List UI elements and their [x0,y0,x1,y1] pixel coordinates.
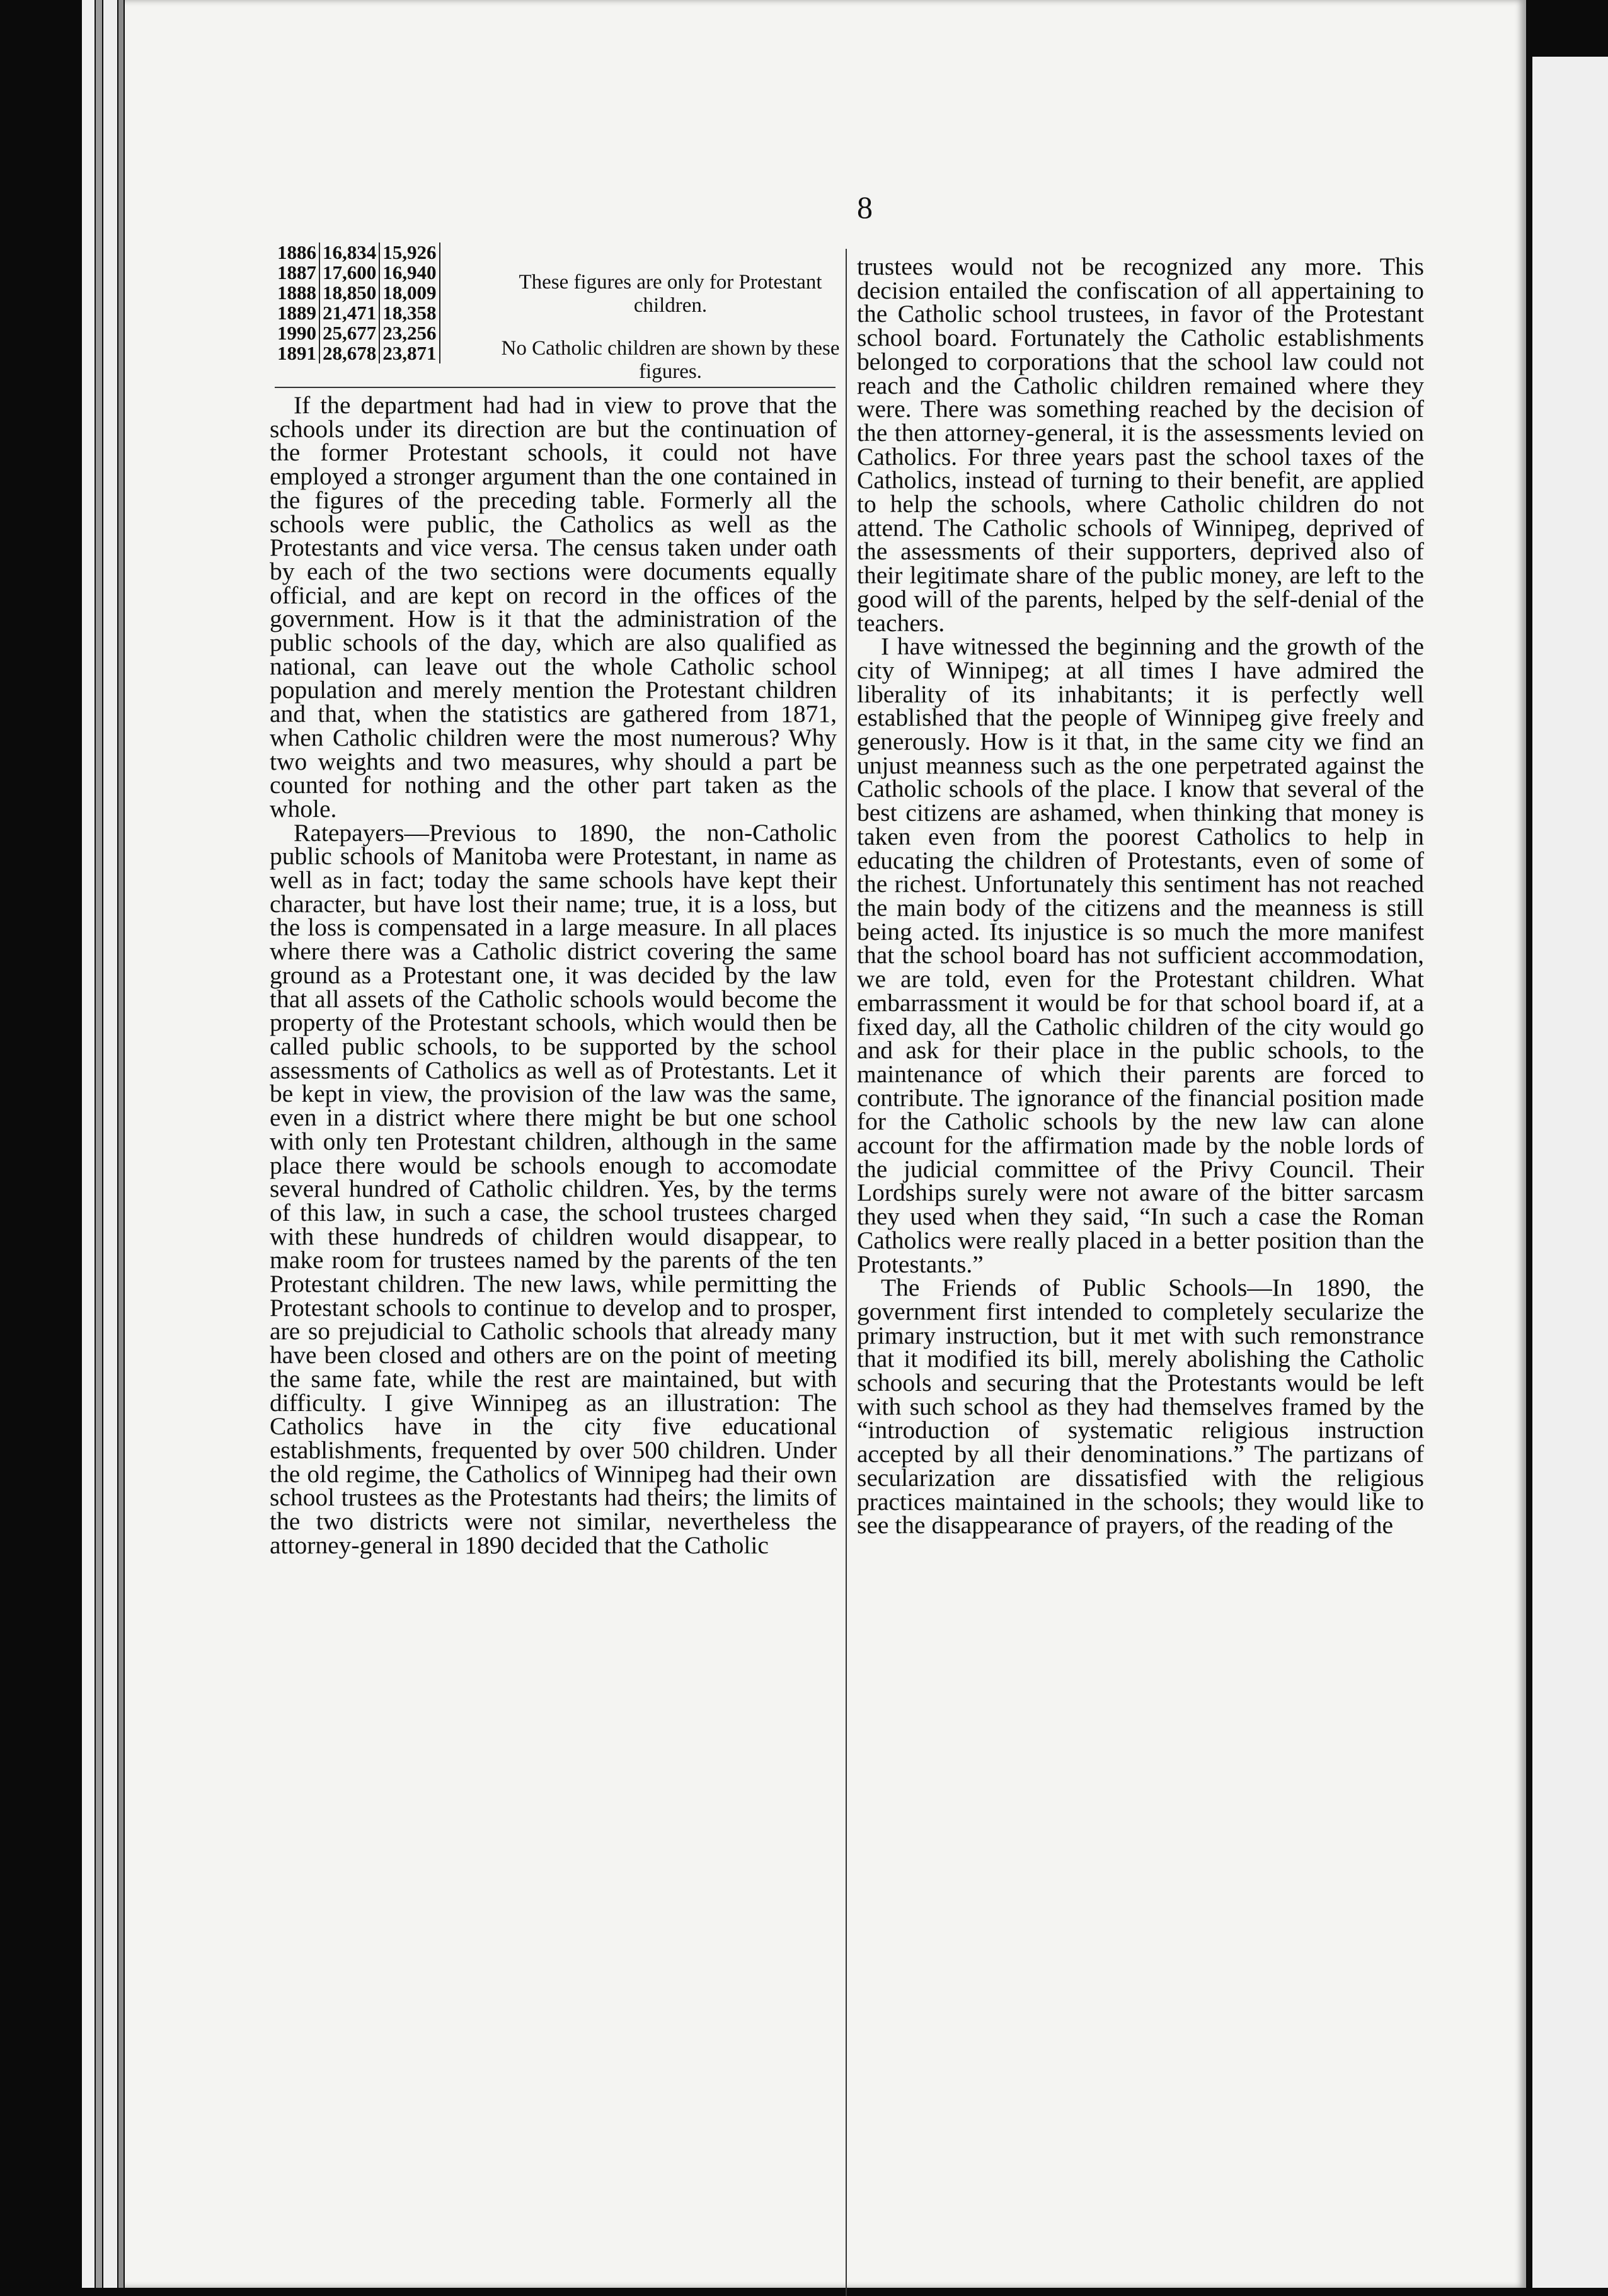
page-stack-edge [103,0,117,2288]
enrollment-table [275,243,440,363]
page-stack-edge [82,0,95,2288]
table-row [275,343,440,363]
facing-page-edge [1532,57,1608,2288]
value-cell: 18,358 [379,303,439,323]
year-cell: 1889 [275,303,319,323]
table-row [275,283,440,303]
paragraph: The Friends of Public Schools—In 1890, the government first intended to completely secularize the primary instruction, but it met with such remonstrance that it modified its bill, merely abolishing the Catholic schools and securing that the Protestants would be left with such school as they had themselves framed by the “introduction of systematic religious instruction accepted by all their denominations.” The partizans of secularization are dissatisfied with the religious practices maintained in the schools; they would like to see the disappearance of prayers, of the reading of the [857,1274,1424,1539]
value-cell: 16,834 [319,243,379,263]
table-row [275,323,440,343]
table-row [275,303,440,323]
value-cell: 21,471 [319,303,379,323]
value-cell: 28,678 [319,343,379,363]
left-column [270,391,837,1559]
year-cell: 1887 [275,263,319,283]
year-cell: 1886 [275,243,319,263]
table-row [275,263,440,283]
page-stack-edge [118,0,123,2288]
table-note: These figures are only for Protestant children. [519,271,822,317]
value-cell: 25,677 [319,323,379,343]
statistics-table [275,243,842,384]
page-stack-edge [96,0,102,2288]
paragraph: Ratepayers—Previous to 1890, the non-Catholic public schools of Manitoba were Protestant, in name as well as in fact; today the same schools have kept their character, but have lost their name; true, it is a loss, but the loss is compensated in a large measure. In all places where there was a Catholic district covering the same ground as a Protestant one, it was decided by the law that all assets of the Catholic schools would become the property of the Protestant schools, which would then be called public schools, to be supported by the school assessments of Catholics as well as of Protestants. Let it be kept in view, the provision of the law was the same, even in a district where there might be but one school with only ten Protestant children, although in the same place there would be schools enough to accomodate several hundred of Catholic children. Yes, by the terms of this law, in such a case, the school trustees charged with these hundreds of children would disappear, to make room for trustees named by the parents of the ten Protestant children. The new laws, while permitting the Protestant schools to continue to develop and to prosper, are so prejudicial to Catholic schools that already many have been closed and others are on the point of meeting the same fate, while the rest are maintained, but with difficulty. I give Winnipeg as an illustration: The Catholics have in the city five educational establishments, frequented by over 500 children. Under the old regime, the Catholics of Winnipeg had their own school trustees as the Protestants had theirs; the limits of the two districts were not similar, nevertheless the attorney-general in 1890 decided that the Catholic [270,818,837,1559]
column-divider [846,249,847,2296]
right-column [857,255,1424,1538]
value-cell: 16,940 [379,263,439,283]
table-note: No Catholic children are shown by these figures. [501,337,840,383]
value-cell: 18,009 [379,283,439,303]
value-cell: 23,256 [379,323,439,343]
year-cell: 1891 [275,343,319,363]
year-cell: 1888 [275,283,319,303]
value-cell: 18,850 [319,283,379,303]
table-row [275,243,440,263]
value-cell: 23,871 [379,343,439,363]
paragraph: If the department had had in view to prove that the schools under its direction are but the continuation of the former Protestant schools, it could not have employed a stronger argument than the one contained in the figures of the preceding table. Formerly all the schools were public, the Catholics as well as the Protestants and vice versa. The census taken under oath by each of the two sections were documents equally official, and are kept on record in the offices of the government. How is it that the administration of the public schools of the day, which are also qualified as national, can leave out the whole Catholic school population and merely mention the Protestant children and that, when the statistics are gathered from 1871, when Catholic children were the most numerous? Why two weights and two measures, why should a part be counted for nothing and the other part taken as the whole. [270,391,837,823]
year-cell: 1990 [275,323,319,343]
table-rule [275,387,836,388]
paragraph: trustees would not be recognized any more. This decision entailed the confiscation of all appertaining to the Catholic school trustees, in favor of the Protestant school board. Fortunately the Catholic establishments belonged to corporations that the school law could not reach and the Catholic children remained where they were. There was something reached by the decision of the then attorney-general, it is the assessments levied on Catholics. For three years past the school taxes of the Catholics, instead of turning to their benefit, are applied to help the schools, where Catholic children do not attend. The Catholic schools of Winnipeg, deprived of the assessments of their supporters, deprived also of their legitimate share of the public money, are left to the good will of the parents, helped by the self-denial of the teachers. [857,253,1424,637]
value-cell: 17,600 [319,263,379,283]
paragraph: I have witnessed the beginning and the growth of the city of Winnipeg; at all times I have admired the liberality of its inhabitants; it is perfectly well established that the people of Winnipeg give freely and generously. How is it that, in the same city we find an unjust meanness such as the one perpetrated against the Catholic schools of the place. I know that several of the best citizens are ashamed, when thinking that money is taken even from the poorest Catholics to help in educating the children of Protestants, even of some of the richest. Unfortunately this sentiment has not reached the main body of the citizens and the meanness is still being acted. Its injustice is so much the more manifest that the school board has not sufficient accommodation, we are told, even for the Protestant children. What embarrassment it would be for that school board if, at a fixed day, all the Catholic children of the city would go and ask for their place in the public schools, to the maintenance of which their parents are forced to contribute. The ignorance of the financial position made for the Catholic schools by the new law can alone account for the affirmation made by the noble lords of the judicial committee of the Privy Council. Their Lordships surely were not aware of the bitter sarcasm they used when they said, “In such a case the Roman Catholics were really placed in a better position than the Protestants.” [857,632,1424,1278]
value-cell: 15,926 [379,243,439,263]
page-number: 8 [857,190,873,225]
